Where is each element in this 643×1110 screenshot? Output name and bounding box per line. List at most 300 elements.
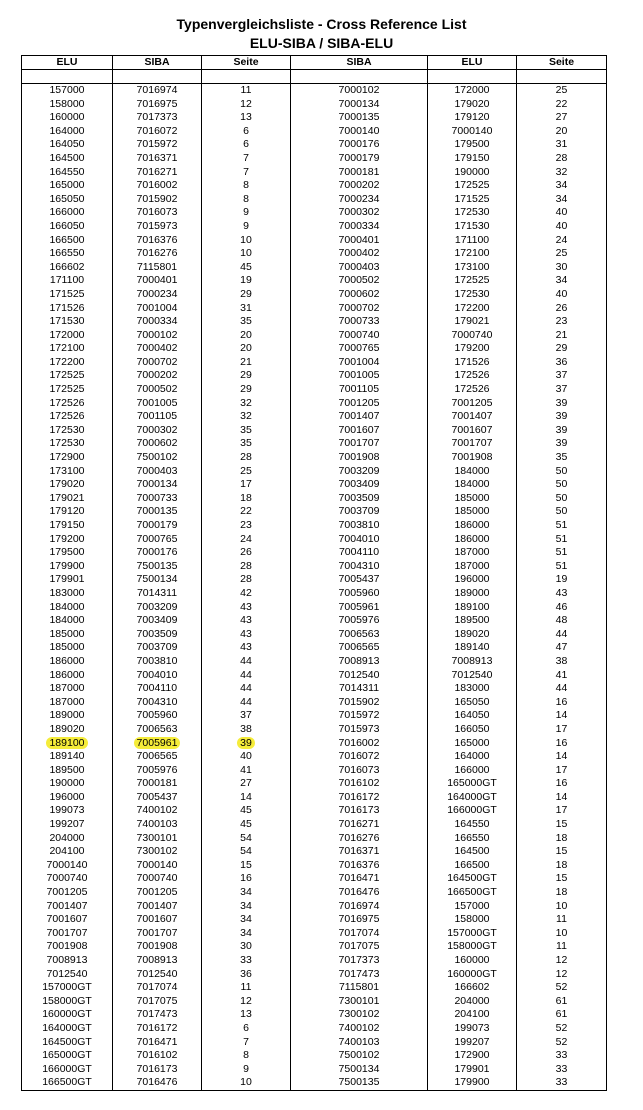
cell-seite-right: 31 — [517, 138, 607, 152]
cell-seite-right: 61 — [517, 995, 607, 1009]
cell-seite-right: 39 — [517, 437, 607, 451]
cell-elu: 179020 — [22, 478, 113, 492]
cell-elu-right: 7001607 — [428, 424, 517, 438]
cell-siba-right: 7016376 — [291, 859, 428, 873]
cell-seite-right: 25 — [517, 84, 607, 98]
cell-seite: 32 — [202, 397, 291, 411]
cell-seite-right: 40 — [517, 288, 607, 302]
cell-siba: 7003409 — [113, 614, 202, 628]
cell-siba-right: 7001607 — [291, 424, 428, 438]
cell-siba: 7000181 — [113, 777, 202, 791]
cell-siba-right: 7016975 — [291, 913, 428, 927]
table-row — [22, 98, 607, 112]
cell-siba-right: 7000602 — [291, 288, 428, 302]
cell-seite: 45 — [202, 261, 291, 275]
cell-elu-right: 179900 — [428, 1076, 517, 1090]
cross-reference-table — [21, 55, 607, 1091]
cell-siba: 7012540 — [113, 968, 202, 982]
table-row — [22, 764, 607, 778]
cell-elu-right: 184000 — [428, 465, 517, 479]
cell-seite: 35 — [202, 424, 291, 438]
cell-siba-right: 7001004 — [291, 356, 428, 370]
cell-siba-right: 7004110 — [291, 546, 428, 560]
cell-seite: 25 — [202, 465, 291, 479]
cell-siba: 7005960 — [113, 709, 202, 723]
table-row — [22, 492, 607, 506]
cell-siba: 7016072 — [113, 125, 202, 139]
cell-elu-right: 204100 — [428, 1008, 517, 1022]
cell-siba-right: 7006565 — [291, 641, 428, 655]
cell-elu: 172200 — [22, 356, 113, 370]
cell-siba-right: 7004310 — [291, 560, 428, 574]
cell-siba: 7000140 — [113, 859, 202, 873]
cell-seite-right: 29 — [517, 342, 607, 356]
cell-seite: 11 — [202, 981, 291, 995]
table-row — [22, 628, 607, 642]
cell-siba: 7000403 — [113, 465, 202, 479]
cell-seite: 38 — [202, 723, 291, 737]
cell-seite: 42 — [202, 587, 291, 601]
cell-seite: 20 — [202, 329, 291, 343]
cell-elu: 164500 — [22, 152, 113, 166]
table-row — [22, 560, 607, 574]
cell-seite: 13 — [202, 111, 291, 125]
cell-seite: 34 — [202, 886, 291, 900]
cell-elu-right: 172525 — [428, 274, 517, 288]
cell-elu-right: 183000 — [428, 682, 517, 696]
cell-elu: 179200 — [22, 533, 113, 547]
column-header-elu: ELU — [22, 56, 113, 70]
cell-siba-right: 7015972 — [291, 709, 428, 723]
cell-elu: 199207 — [22, 818, 113, 832]
cell-elu-right: 171100 — [428, 234, 517, 248]
table-row — [22, 1076, 607, 1090]
cell-seite-right: 24 — [517, 234, 607, 248]
cell-elu: 189140 — [22, 750, 113, 764]
cell-elu-right: 7012540 — [428, 669, 517, 683]
table-row — [22, 1063, 607, 1077]
cell-elu-right: 171525 — [428, 193, 517, 207]
cell-siba: 7004310 — [113, 696, 202, 710]
cell-seite-right: 48 — [517, 614, 607, 628]
cell-elu: 204000 — [22, 832, 113, 846]
cell-seite: 10 — [202, 1076, 291, 1090]
table-row — [22, 696, 607, 710]
cell-elu-right: 166500GT — [428, 886, 517, 900]
cell-siba: 7006563 — [113, 723, 202, 737]
cell-elu: 172525 — [22, 369, 113, 383]
cell-elu-right: 179500 — [428, 138, 517, 152]
cell-elu: 179901 — [22, 573, 113, 587]
cell-elu: 172100 — [22, 342, 113, 356]
cell-siba-right: 7000102 — [291, 84, 428, 98]
cell-siba-right: 7000302 — [291, 206, 428, 220]
cell-seite-right: 11 — [517, 913, 607, 927]
cell-siba: 7000733 — [113, 492, 202, 506]
cell-siba-right: 7003810 — [291, 519, 428, 533]
cell-siba: 7017373 — [113, 111, 202, 125]
cell-elu: 184000 — [22, 601, 113, 615]
cell-seite: 24 — [202, 533, 291, 547]
cell-elu-right: 179150 — [428, 152, 517, 166]
cell-elu: 7008913 — [22, 954, 113, 968]
cell-seite: 9 — [202, 220, 291, 234]
cell-elu: 179120 — [22, 505, 113, 519]
cell-siba: 7004110 — [113, 682, 202, 696]
cell-elu: 166550 — [22, 247, 113, 261]
cell-elu: 158000GT — [22, 995, 113, 1009]
cell-elu: 164550 — [22, 166, 113, 180]
table-row — [22, 601, 607, 615]
cell-elu-right: 165050 — [428, 696, 517, 710]
table-row — [22, 220, 607, 234]
table-row — [22, 682, 607, 696]
cell-siba: 7005437 — [113, 791, 202, 805]
cell-seite-right: 23 — [517, 315, 607, 329]
cell-siba: 7005976 — [113, 764, 202, 778]
cell-elu: 187000 — [22, 696, 113, 710]
table-row — [22, 302, 607, 316]
column-header-elu-right: ELU — [428, 56, 517, 70]
cell-seite: 6 — [202, 125, 291, 139]
table-row — [22, 818, 607, 832]
cell-seite-right: 44 — [517, 628, 607, 642]
document-subtitle: ELU-SIBA / SIBA-ELU — [249, 35, 394, 51]
cell-seite-right: 52 — [517, 1036, 607, 1050]
cell-seite-right: 16 — [517, 696, 607, 710]
cell-siba: 7000135 — [113, 505, 202, 519]
table-row — [22, 369, 607, 383]
cell-siba-right: 7016974 — [291, 900, 428, 914]
cell-siba: 7001105 — [113, 410, 202, 424]
cell-seite: 28 — [202, 573, 291, 587]
cell-seite: 6 — [202, 1022, 291, 1036]
cell-siba: 7016476 — [113, 1076, 202, 1090]
cell-seite-right: 18 — [517, 859, 607, 873]
cell-seite-right: 46 — [517, 601, 607, 615]
cell-seite: 44 — [202, 682, 291, 696]
cell-seite: 33 — [202, 954, 291, 968]
cell-elu-right: 172526 — [428, 383, 517, 397]
cell-siba-right: 7016173 — [291, 804, 428, 818]
cell-elu: 186000 — [22, 655, 113, 669]
cell-seite: 9 — [202, 1063, 291, 1077]
cell-seite-right: 51 — [517, 519, 607, 533]
table-row — [22, 1049, 607, 1063]
cell-elu-right: 190000 — [428, 166, 517, 180]
table-row — [22, 872, 607, 886]
table-row — [22, 573, 607, 587]
cell-elu: 7001205 — [22, 886, 113, 900]
cell-elu: 7001908 — [22, 940, 113, 954]
table-row — [22, 383, 607, 397]
cell-siba: 7004010 — [113, 669, 202, 683]
cell-siba: 7000402 — [113, 342, 202, 356]
cell-siba-right: 7000740 — [291, 329, 428, 343]
cell-seite: 10 — [202, 247, 291, 261]
cell-elu-right: 164000GT — [428, 791, 517, 805]
cell-seite-right: 50 — [517, 478, 607, 492]
table-row — [22, 886, 607, 900]
cell-siba-right: 7000181 — [291, 166, 428, 180]
table-row — [22, 587, 607, 601]
cell-seite: 27 — [202, 777, 291, 791]
table-row — [22, 1036, 607, 1050]
cell-siba: 7000401 — [113, 274, 202, 288]
cell-elu-right: 179200 — [428, 342, 517, 356]
cell-siba: 7000234 — [113, 288, 202, 302]
cell-seite-right: 14 — [517, 750, 607, 764]
cell-elu-right: 7001205 — [428, 397, 517, 411]
table-row — [22, 614, 607, 628]
cell-seite: 45 — [202, 804, 291, 818]
cell-seite-right: 11 — [517, 940, 607, 954]
cell-siba-right: 7015902 — [291, 696, 428, 710]
cell-siba: 7016276 — [113, 247, 202, 261]
cell-elu: 166000GT — [22, 1063, 113, 1077]
cell-elu-right: 164550 — [428, 818, 517, 832]
cell-elu-right: 172200 — [428, 302, 517, 316]
cell-elu-right: 165000 — [428, 737, 517, 751]
cell-elu: 166050 — [22, 220, 113, 234]
cell-elu-right: 172530 — [428, 288, 517, 302]
cell-elu — [22, 737, 113, 751]
cell-seite-right: 34 — [517, 274, 607, 288]
cell-seite: 12 — [202, 98, 291, 112]
cell-seite: 16 — [202, 872, 291, 886]
cell-elu: 185000 — [22, 641, 113, 655]
cell-siba-right: 7001205 — [291, 397, 428, 411]
cell-elu: 173100 — [22, 465, 113, 479]
table-row — [22, 288, 607, 302]
table-row — [22, 424, 607, 438]
table-row — [22, 505, 607, 519]
cell-elu: 179150 — [22, 519, 113, 533]
cell-seite: 29 — [202, 288, 291, 302]
cell-siba-right: 7003509 — [291, 492, 428, 506]
cell-elu-right: 189020 — [428, 628, 517, 642]
cell-siba-right: 7001908 — [291, 451, 428, 465]
cell-siba-right: 7000401 — [291, 234, 428, 248]
cell-seite: 10 — [202, 234, 291, 248]
cell-elu: 164050 — [22, 138, 113, 152]
cell-siba: 7016376 — [113, 234, 202, 248]
cell-seite: 29 — [202, 383, 291, 397]
cell-seite-right: 20 — [517, 125, 607, 139]
cell-seite-right: 51 — [517, 546, 607, 560]
cell-elu: 189020 — [22, 723, 113, 737]
cell-elu: 171100 — [22, 274, 113, 288]
cell-siba-right: 7016271 — [291, 818, 428, 832]
cell-elu: 186000 — [22, 669, 113, 683]
cell-elu-right: 166000GT — [428, 804, 517, 818]
cell-seite-right: 28 — [517, 152, 607, 166]
table-row — [22, 546, 607, 560]
cell-seite: 26 — [202, 546, 291, 560]
cell-seite: 30 — [202, 940, 291, 954]
cell-elu: 172000 — [22, 329, 113, 343]
cell-elu-right: 187000 — [428, 546, 517, 560]
cell-siba-right: 7017074 — [291, 927, 428, 941]
cell-elu-right: 166000 — [428, 764, 517, 778]
cell-siba: 7001707 — [113, 927, 202, 941]
cell-seite-right: 30 — [517, 261, 607, 275]
cell-seite-right: 34 — [517, 179, 607, 193]
cell-elu: 179900 — [22, 560, 113, 574]
cell-siba-right: 7000234 — [291, 193, 428, 207]
cell-seite-right: 52 — [517, 981, 607, 995]
cell-seite: 37 — [202, 709, 291, 723]
cell-siba: 7016271 — [113, 166, 202, 180]
cell-elu-right: 160000 — [428, 954, 517, 968]
cell-elu: 7001407 — [22, 900, 113, 914]
cell-siba: 7500102 — [113, 451, 202, 465]
table-row — [22, 451, 607, 465]
cell-seite-right: 35 — [517, 451, 607, 465]
cell-seite-right: 39 — [517, 397, 607, 411]
cell-siba: 7001908 — [113, 940, 202, 954]
cell-elu-right: 160000GT — [428, 968, 517, 982]
cell-seite: 18 — [202, 492, 291, 506]
cell-elu: 189500 — [22, 764, 113, 778]
cell-seite-right: 50 — [517, 465, 607, 479]
cell-elu: 160000GT — [22, 1008, 113, 1022]
cell-siba: 7300102 — [113, 845, 202, 859]
cell-elu-right: 166500 — [428, 859, 517, 873]
cell-elu-right: 171530 — [428, 220, 517, 234]
cell-siba-right: 7017473 — [291, 968, 428, 982]
cell-siba-right: 7000502 — [291, 274, 428, 288]
cell-elu: 179500 — [22, 546, 113, 560]
cell-seite-right: 17 — [517, 764, 607, 778]
cell-seite-right: 39 — [517, 424, 607, 438]
cell-seite: 43 — [202, 601, 291, 615]
cell-seite: 44 — [202, 696, 291, 710]
table-row — [22, 709, 607, 723]
cell-elu-right: 184000 — [428, 478, 517, 492]
cell-elu-right: 7001908 — [428, 451, 517, 465]
cell-elu: 157000 — [22, 84, 113, 98]
cell-siba: 7000765 — [113, 533, 202, 547]
cell-elu: 171526 — [22, 302, 113, 316]
table-row — [22, 995, 607, 1009]
cell-seite-right: 26 — [517, 302, 607, 316]
cell-siba: 7016073 — [113, 206, 202, 220]
cell-seite: 14 — [202, 791, 291, 805]
cell-elu: 183000 — [22, 587, 113, 601]
cell-elu-right: 186000 — [428, 533, 517, 547]
cell-siba: 7400102 — [113, 804, 202, 818]
table-row — [22, 900, 607, 914]
cell-seite: 41 — [202, 764, 291, 778]
cell-siba: 7001407 — [113, 900, 202, 914]
table-row — [22, 859, 607, 873]
highlighted-value: 7005961 — [134, 737, 181, 749]
cell-seite: 12 — [202, 995, 291, 1009]
column-header-siba-right: SIBA — [291, 56, 428, 70]
cell-elu: 158000 — [22, 98, 113, 112]
cell-seite: 20 — [202, 342, 291, 356]
cell-seite: 8 — [202, 179, 291, 193]
cell-elu: 166602 — [22, 261, 113, 275]
cell-elu: 164000GT — [22, 1022, 113, 1036]
cell-seite-right: 36 — [517, 356, 607, 370]
cell-siba: 7500135 — [113, 560, 202, 574]
cell-seite-right: 33 — [517, 1049, 607, 1063]
cell-elu-right: 166602 — [428, 981, 517, 995]
table-row — [22, 940, 607, 954]
cell-seite: 54 — [202, 832, 291, 846]
cell-siba-right: 7012540 — [291, 669, 428, 683]
cell-siba-right: 7000179 — [291, 152, 428, 166]
cell-seite: 54 — [202, 845, 291, 859]
cell-elu-right: 187000 — [428, 560, 517, 574]
cell-seite-right: 37 — [517, 369, 607, 383]
cell-siba-right: 7400102 — [291, 1022, 428, 1036]
cell-seite-right: 34 — [517, 193, 607, 207]
cell-seite: 34 — [202, 900, 291, 914]
cell-elu-right: 164000 — [428, 750, 517, 764]
table-row — [22, 111, 607, 125]
cell-seite: 6 — [202, 138, 291, 152]
cell-siba: 7015902 — [113, 193, 202, 207]
cell-elu: 166500GT — [22, 1076, 113, 1090]
cell-seite-right: 12 — [517, 968, 607, 982]
cell-elu: 7012540 — [22, 968, 113, 982]
cell-seite-right: 50 — [517, 505, 607, 519]
cell-elu-right: 172525 — [428, 179, 517, 193]
table-row — [22, 193, 607, 207]
cell-elu-right: 199207 — [428, 1036, 517, 1050]
table-row — [22, 397, 607, 411]
cell-seite-right: 50 — [517, 492, 607, 506]
cell-siba-right: 7300102 — [291, 1008, 428, 1022]
cell-siba: 7016002 — [113, 179, 202, 193]
cell-siba: 7006565 — [113, 750, 202, 764]
cell-seite-right: 19 — [517, 573, 607, 587]
cell-siba-right: 7500135 — [291, 1076, 428, 1090]
cell-siba: 7000740 — [113, 872, 202, 886]
cell-elu: 187000 — [22, 682, 113, 696]
cell-siba: 7001205 — [113, 886, 202, 900]
cell-siba: 7016173 — [113, 1063, 202, 1077]
cell-elu-right: 189500 — [428, 614, 517, 628]
cell-siba-right: 7008913 — [291, 655, 428, 669]
cell-elu: 172530 — [22, 424, 113, 438]
cell-elu-right: 166550 — [428, 832, 517, 846]
cell-siba: 7000502 — [113, 383, 202, 397]
cell-siba: 7016371 — [113, 152, 202, 166]
table-body — [22, 70, 607, 1091]
cell-siba: 7001004 — [113, 302, 202, 316]
cell-elu-right: 189100 — [428, 601, 517, 615]
table-row — [22, 356, 607, 370]
table-row — [22, 981, 607, 995]
cell-siba: 7014311 — [113, 587, 202, 601]
cell-seite: 19 — [202, 274, 291, 288]
cell-siba-right: 7001407 — [291, 410, 428, 424]
cell-elu: 172526 — [22, 410, 113, 424]
cell-seite-right: 39 — [517, 410, 607, 424]
cell-siba-right: 7005437 — [291, 573, 428, 587]
table-row — [22, 315, 607, 329]
cell-siba: 7017473 — [113, 1008, 202, 1022]
cell-siba: 7016471 — [113, 1036, 202, 1050]
cell-seite: 44 — [202, 669, 291, 683]
table-row — [22, 832, 607, 846]
cell-elu-right: 172100 — [428, 247, 517, 261]
cell-seite: 9 — [202, 206, 291, 220]
